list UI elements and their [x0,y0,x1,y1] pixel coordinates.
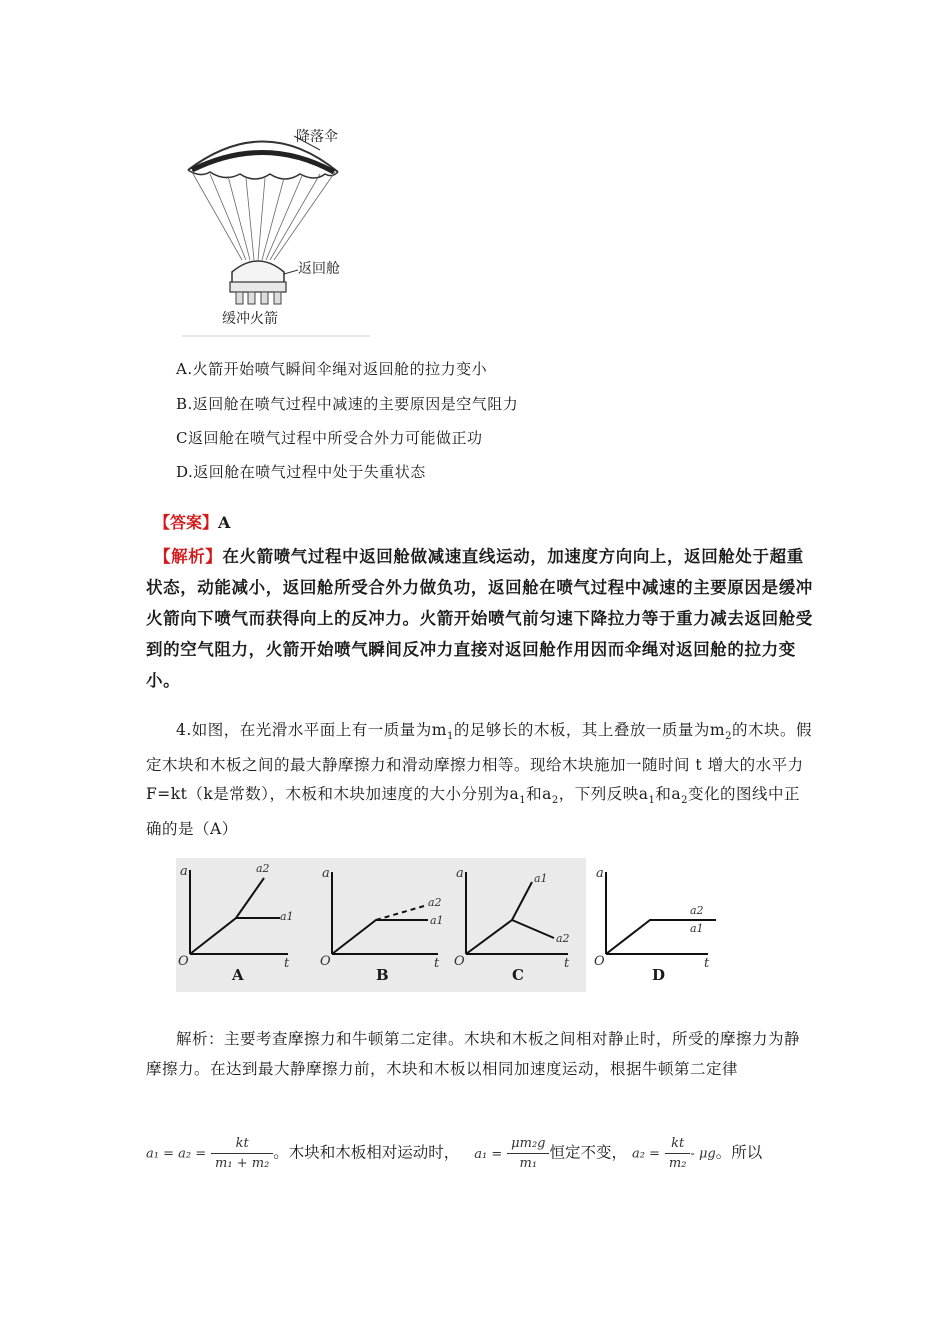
graph-b-letter: B [376,966,389,984]
q4-sub-5: 1 [648,795,656,807]
graph-b-o: O [320,954,331,969]
graph-d-l2: a1 [690,922,704,935]
graph-a-letter: A [232,966,244,984]
q4-text-5: ，下列反映a [558,785,649,804]
eq1-num: kt [211,1136,273,1154]
answer-tag: 【答案】 [154,513,219,532]
graph-b-x: t [434,956,440,971]
analysis-tag: 【解析】 [154,547,223,566]
eq3-lhs: a₂ = [631,1146,660,1162]
analysis-paragraph [146,541,814,696]
option-c: C返回舱在喷气过程中所受合外力可能做正功 [176,429,483,447]
solution-paragraph: 解析：主要考查摩擦力和牛顿第二定律。木块和木板之间相对静止时，所受的摩擦力为静摩擦力。在达到最大静摩擦力前，木块和木板以相同加速度运动，根据牛顿第二定律 [146,1030,801,1078]
q4-text-1: 4.如图，在光滑水平面上有一质量为m [176,721,447,739]
graph-a-x: t [284,956,290,971]
eq3-tail: - μg [690,1146,716,1162]
analysis-text: 在火箭喷气过程中返回舱做减速直线运动，加速度方向向上，返回舱处于超重状态，动能减小，返回舱所受合外力做负功，返回舱在喷气过程中减速的主要原因是缓冲火箭向下喷气而获得向上的反冲力。火箭开始喷气前匀速下降拉力等于重力减去返回舱受到的空气阻力，火箭开始喷气瞬间反冲力直接对返回舱作用因而伞绳对返回舱的拉力变小。 [146,547,813,690]
eq2-lhs: a₁ = [474,1146,503,1162]
option-b: B.返回舱在喷气过程中减速的主要原因是空气阻力 [176,395,519,413]
equation-line [146,1136,816,1171]
graph-d-letter: D [652,966,666,984]
q4-text-3: 的木块。假定木块和木板之间的最大静摩擦力和滑动摩擦力相等。现给木块施加一随时间 t 增大的水平力F=kt（k是常数），木板和木块加速度的大小分别为a [146,721,812,804]
graph-a-l2: a1 [280,910,294,923]
eq1-fraction [211,1136,273,1171]
eq3-fraction [665,1136,691,1171]
eq-end: 。所以 [715,1143,763,1162]
q4-sub-3: 1 [519,795,527,807]
graph-d-y: a [596,866,604,881]
eq3-num: kt [665,1136,691,1154]
graph-d-l1: a2 [690,904,704,917]
eq2-den: m₁ [519,1156,538,1171]
answer-value: A [218,513,231,532]
q4-sub-4: 2 [551,795,559,807]
question-4 [146,716,814,844]
q4-sub-6: 2 [681,795,688,807]
answer-line [154,510,230,533]
eq1-den: m₁ + m₂ [215,1156,270,1171]
graph-a-l1: a2 [256,862,270,875]
option-a: A.火箭开始喷气瞬间伞绳对返回舱的拉力变小 [176,360,488,378]
graph-c-letter: C [512,966,524,984]
eq2-num: μm₂g [507,1136,549,1154]
graph-b-y: a [322,866,330,881]
label-capsule: 返回舱 [298,261,340,277]
graph-b-l1: a2 [428,896,442,909]
q4-sub-1: 1 [447,731,454,743]
q4-text-2: 的足够长的木板，其上叠放一质量为m [453,721,726,739]
graph-c-y: a [456,866,464,881]
graph-d-o: O [594,954,605,969]
parachute-figure [170,112,370,344]
graph-b-l2: a1 [430,914,444,927]
eq1-lhs: a₁ = a₂ = [146,1146,207,1162]
graph-c-x: t [564,956,570,971]
label-parachute: 降落伞 [296,129,338,145]
eq3-den: m₂ [668,1156,687,1171]
q4-text-6: 和a [655,785,682,804]
graphs-figure [176,858,736,992]
q4-text-4: 和a [526,785,552,804]
eq-mid-1: 。木块和木板相对运动时， [273,1143,460,1162]
graph-c-l1: a1 [534,872,548,885]
graph-c-l2: a2 [556,932,570,945]
option-d: D.返回舱在喷气过程中处于失重状态 [176,463,426,481]
q4-text-7: 变化的图线中正确的是（A） [146,785,801,839]
graph-a-o: O [178,954,189,969]
q4-sub-2: 2 [725,731,732,743]
graph-d-x: t [704,956,710,971]
eq2-fraction [507,1136,549,1171]
eq-mid-2: 恒定不变， [549,1143,627,1162]
label-rocket: 缓冲火箭 [222,311,278,327]
graph-a-y: a [180,864,188,879]
graph-c-o: O [454,954,465,969]
